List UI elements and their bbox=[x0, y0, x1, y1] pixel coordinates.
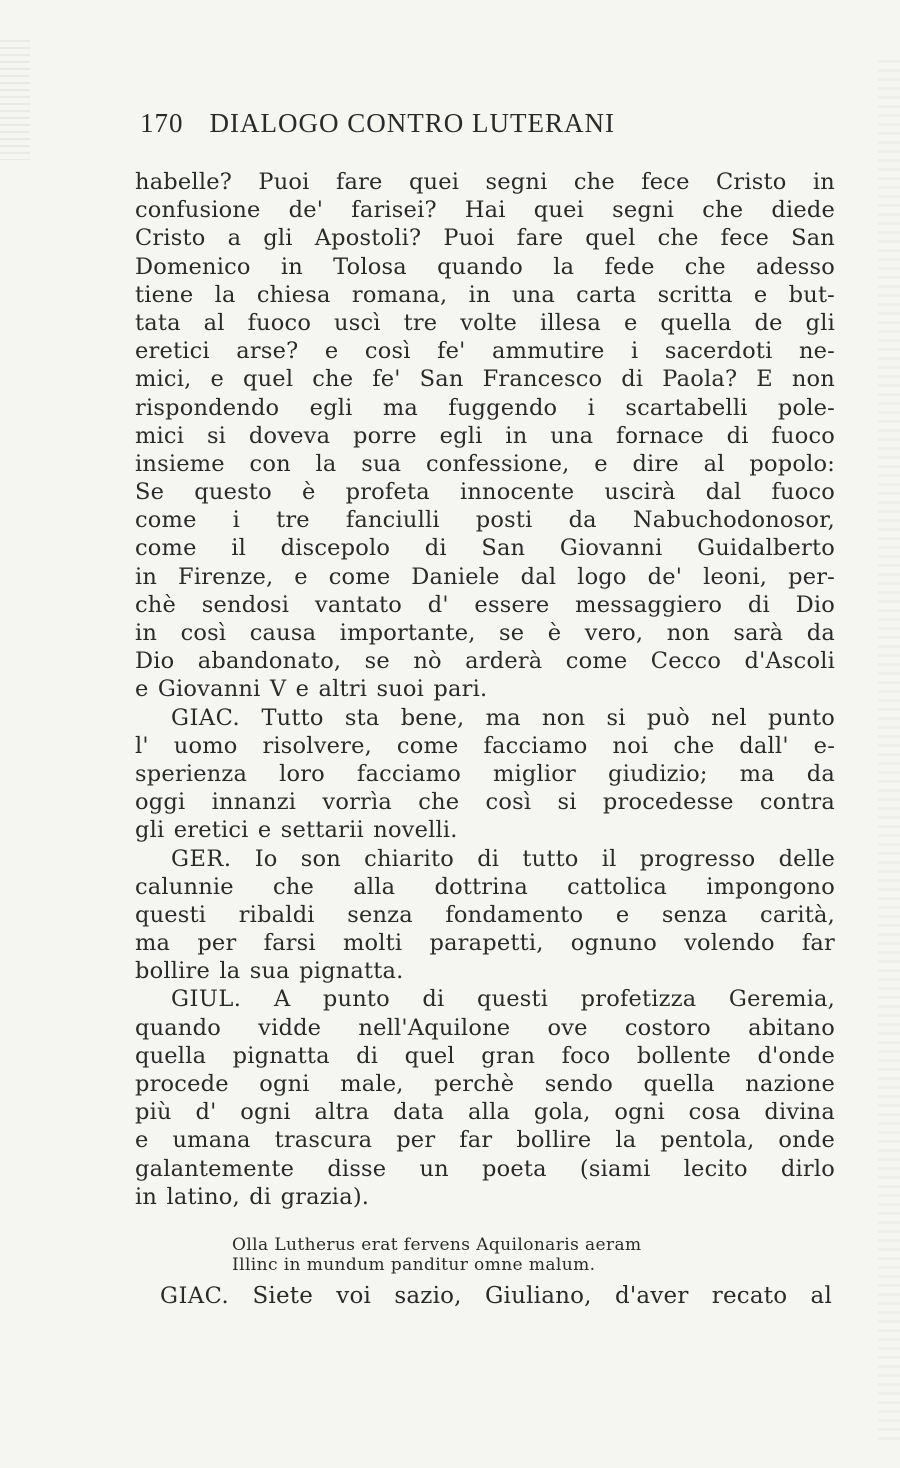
paragraph-giac-final bbox=[160, 1282, 832, 1310]
text-line: quella pignatta di quel gran foco bollente d'onde bbox=[135, 1042, 835, 1069]
text-line: Siete voi sazio, Giuliano, d'aver recato al bbox=[252, 1283, 832, 1309]
paragraph-giac bbox=[135, 704, 835, 845]
text-line: come i tre fanciulli posti da Nabuchodonosor, bbox=[135, 507, 835, 534]
scan-edge-right bbox=[878, 60, 900, 1440]
text-line: insieme con la sua confessione, e dire al popolo: bbox=[135, 450, 835, 477]
text-line: come il discepolo di San Giovanni Guidalberto bbox=[135, 535, 835, 562]
running-title: DIALOGO CONTRO LUTERANI bbox=[209, 108, 615, 138]
page-body bbox=[135, 168, 835, 1211]
text-line: gli eretici e settarii novelli. bbox=[135, 817, 458, 844]
text-line: habelle? Puoi fare quei segni che fece Cristo in bbox=[135, 169, 835, 195]
paragraph-ger bbox=[135, 845, 835, 986]
text-line: tiene la chiesa romana, in una carta scritta e but- bbox=[135, 281, 835, 308]
text-line: Cristo a gli Apostoli? Puoi fare quel che fece San bbox=[135, 225, 835, 252]
page-number: 170 bbox=[140, 108, 184, 138]
text-line: e Giovanni V e altri suoi pari. bbox=[135, 676, 488, 703]
text-line: tata al fuoco uscì tre volte illesa e quella de gli bbox=[135, 309, 835, 336]
text-line: mici, e quel che fe' San Francesco di Paola? E non bbox=[135, 366, 835, 393]
text-line: e umana trascura per far bollire la pentola, onde bbox=[135, 1127, 835, 1154]
text-line: l' uomo risolvere, come facciamo noi che dall' e- bbox=[135, 732, 835, 759]
speaker-label: GIUL. bbox=[171, 986, 242, 1013]
text-line: Tutto sta bene, ma non si può nel punto bbox=[261, 704, 835, 731]
latin-verse-quote bbox=[232, 1236, 792, 1275]
speaker-label: GIAC. bbox=[171, 704, 241, 731]
text-line: sperienza loro facciamo miglior giudizio; ma da bbox=[135, 760, 835, 787]
speaker-label: GIAC. bbox=[160, 1283, 230, 1309]
scan-edge-left bbox=[0, 40, 30, 160]
paragraph-giul bbox=[135, 985, 835, 1211]
text-line: quando vidde nell'Aquilone ove costoro abitano bbox=[135, 1014, 835, 1041]
text-line: Io son chiarito di tutto il progresso delle bbox=[254, 845, 836, 872]
text-line: ma per farsi molti parapetti, ognuno volendo far bbox=[135, 930, 835, 957]
text-line: oggi innanzi vorrìa che così si procedesse contra bbox=[135, 789, 835, 816]
text-line: bollire la sua pignatta. bbox=[135, 958, 404, 985]
text-line: galantemente disse un poeta (siami lecito dirlo bbox=[135, 1155, 835, 1182]
text-line: in Firenze, e come Daniele dal logo de' leoni, per- bbox=[135, 563, 835, 590]
text-line: calunnie che alla dottrina cattolica impongono bbox=[135, 873, 835, 900]
page-header bbox=[140, 108, 840, 139]
speaker-label: GER. bbox=[171, 845, 232, 872]
paragraph-continuation bbox=[135, 168, 835, 704]
text-line: eretici arse? e così fe' ammutire i sacerdoti ne- bbox=[135, 338, 835, 365]
text-line: rispondendo egli ma fuggendo i scartabelli pole- bbox=[135, 394, 835, 421]
verse-line: Illinc in mundum panditur omne malum. bbox=[232, 1254, 596, 1275]
text-line: questi ribaldi senza fondamento e senza carità, bbox=[135, 901, 835, 928]
text-line: in così causa importante, se è vero, non sarà da bbox=[135, 620, 835, 646]
text-line: A punto di questi profetizza Geremia, bbox=[273, 986, 835, 1013]
text-line: chè sendosi vantato d' essere messaggiero di Dio bbox=[135, 591, 835, 618]
text-line: più d' ogni altra data alla gola, ogni cosa divina bbox=[135, 1099, 835, 1126]
text-line: Dio abandonato, se nò arderà come Cecco d'Ascoli bbox=[135, 648, 835, 675]
text-line: Se questo è profeta innocente uscirà dal fuoco bbox=[135, 479, 835, 506]
verse-line: Olla Lutherus erat fervens Aquilonaris aeram bbox=[232, 1235, 642, 1255]
text-line: Domenico in Tolosa quando la fede che adesso bbox=[135, 253, 835, 280]
text-line: mici si doveva porre egli in una fornace di fuoco bbox=[135, 422, 835, 449]
text-line: procede ogni male, perchè sendo quella nazione bbox=[135, 1071, 835, 1097]
text-line: in latino, di grazia). bbox=[135, 1183, 370, 1210]
text-line: confusione de' farisei? Hai quei segni che diede bbox=[135, 197, 835, 224]
